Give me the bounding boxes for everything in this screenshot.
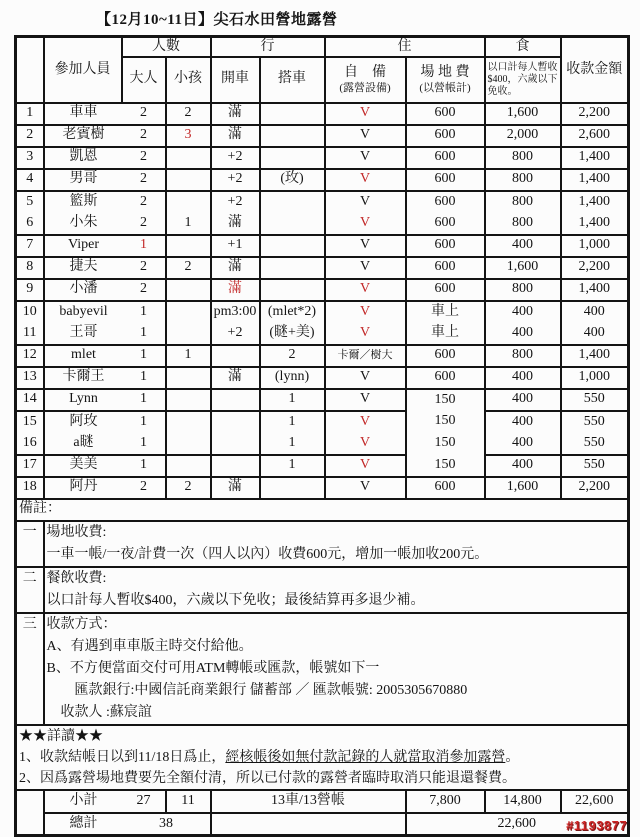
- participant-row: [16, 389, 629, 411]
- site-fee-cell: 150: [406, 411, 485, 433]
- readme-line1-suffix: 。: [505, 749, 520, 765]
- participant-name: 車車: [69, 105, 98, 121]
- row-number: 12: [16, 345, 44, 367]
- subtotal-label: 小計: [69, 792, 98, 808]
- notes-title: 備註：: [16, 499, 629, 521]
- ride-cell: [260, 147, 325, 169]
- drive-cell: +1: [211, 235, 260, 257]
- amount-cell: 1,400: [561, 191, 629, 213]
- amount-cell: 1,400: [561, 345, 629, 367]
- self-equip-cell: V: [325, 411, 406, 433]
- participant-cell: [44, 125, 166, 147]
- note-line: 以口計每人暫收$400，六歲以下免收；最後結算再多退少補。: [46, 592, 425, 608]
- participant-name: 男哥: [69, 171, 98, 187]
- site-fee-cell: 150: [406, 433, 485, 455]
- readme-row: [16, 725, 629, 790]
- participant-cell: [44, 345, 166, 367]
- self-equip-cell: V: [325, 455, 406, 477]
- amount-cell: 400: [561, 323, 629, 345]
- adult-count: 2: [140, 171, 147, 187]
- amount-cell: 1,000: [561, 367, 629, 389]
- amount-cell: 1,400: [561, 213, 629, 235]
- child-count: [166, 191, 211, 213]
- food-fee-cell: 400: [485, 455, 561, 477]
- self-equip-cell: V: [325, 301, 406, 323]
- food-group-header: 食: [485, 37, 561, 57]
- participant-row: [16, 235, 629, 257]
- child-count: 2: [166, 257, 211, 279]
- participant-name: 卡爾王: [62, 369, 105, 385]
- participant-row: [16, 477, 629, 499]
- note-body: [44, 613, 629, 725]
- food-fee-cell: 800: [485, 169, 561, 191]
- child-count: [166, 455, 211, 477]
- ride-cell: (mlet*2): [260, 301, 325, 323]
- amount-cell: 2,600: [561, 125, 629, 147]
- self-equip-cell: V: [325, 191, 406, 213]
- participant-cell: [44, 169, 166, 191]
- row-number: 10: [16, 301, 44, 323]
- adult-count: 2: [140, 149, 147, 165]
- child-count: 2: [166, 103, 211, 125]
- note-row-1: [16, 521, 629, 567]
- subtotal-transport: 13車/13營帳: [211, 790, 406, 813]
- adult-count: 2: [140, 479, 147, 495]
- child-count: [166, 389, 211, 411]
- participant-cell: [44, 103, 166, 125]
- child-count: 1: [166, 345, 211, 367]
- page-title: 【12月10~11日】尖石水田營地露營: [96, 12, 338, 28]
- child-count: [166, 433, 211, 455]
- drive-cell: 滿: [211, 125, 260, 147]
- food-fee-cell: 400: [485, 389, 561, 411]
- participant-row: [16, 213, 629, 235]
- ride-cell: 1: [260, 411, 325, 433]
- site-fee-cell: 600: [406, 213, 485, 235]
- self-equip-cell: V: [325, 103, 406, 125]
- ride-cell: [260, 191, 325, 213]
- participant-name: 凱恩: [69, 149, 98, 165]
- child-count: [166, 367, 211, 389]
- participant-row: [16, 103, 629, 125]
- note-head: 收款方式：: [46, 616, 117, 632]
- note-row-2: [16, 567, 629, 613]
- site-fee-cell: 600: [406, 345, 485, 367]
- participant-name: mlet: [71, 347, 96, 363]
- participant-cell: [44, 213, 166, 235]
- site-fee-cell: 600: [406, 477, 485, 499]
- participant-cell: [44, 257, 166, 279]
- site-fee-cell: 600: [406, 279, 485, 301]
- participant-name: 王哥: [69, 324, 98, 340]
- food-fee-cell: 800: [485, 191, 561, 213]
- note-line-b: B、不方便當面交付可用ATM轉帳或匯款，帳號如下一: [46, 660, 380, 676]
- child-count: [166, 169, 211, 191]
- food-fee-cell: 1,600: [485, 257, 561, 279]
- note-number: 一: [16, 521, 44, 567]
- amount-cell: 550: [561, 411, 629, 433]
- child-count: 2: [166, 477, 211, 499]
- subtotal-children: 11: [166, 790, 211, 813]
- site-fee-cell: 600: [406, 147, 485, 169]
- adult-count: 1: [140, 413, 147, 429]
- child-count: [166, 279, 211, 301]
- participant-cell: [44, 433, 166, 455]
- ride-cell: 1: [260, 455, 325, 477]
- total-transport-empty: [211, 813, 406, 836]
- site-fee-cell: 車上: [406, 301, 485, 323]
- adult-count: 1: [140, 434, 147, 450]
- site-fee-cell: 600: [406, 235, 485, 257]
- row-number: 9: [16, 279, 44, 301]
- participant-row: [16, 169, 629, 191]
- notes-title-row: [16, 499, 629, 521]
- row-number: 16: [16, 433, 44, 455]
- readme-line1-underlined: 經核帳後如無付款記錄的人就當取消參加露營: [225, 749, 506, 765]
- row-number: 4: [16, 169, 44, 191]
- drive-cell: pm3:00: [211, 301, 260, 323]
- row-number: 15: [16, 411, 44, 433]
- drive-cell: [211, 455, 260, 477]
- note-head: 場地收費:: [46, 524, 107, 540]
- drive-cell: [211, 345, 260, 367]
- subtotal-site-fee: 7,800: [406, 790, 485, 813]
- row-number: 8: [16, 257, 44, 279]
- child-count: 1: [166, 213, 211, 235]
- food-fee-cell: 800: [485, 345, 561, 367]
- drive-cell: 滿: [211, 367, 260, 389]
- amount-cell: 400: [561, 301, 629, 323]
- self-equip-cell: V: [325, 147, 406, 169]
- food-fee-cell: 2,000: [485, 125, 561, 147]
- readme-cell: [16, 725, 629, 790]
- child-count: [166, 323, 211, 345]
- food-fee-cell: 400: [485, 301, 561, 323]
- amount-cell: 2,200: [561, 257, 629, 279]
- ride-cell: 2: [260, 345, 325, 367]
- amount-cell: 1,400: [561, 279, 629, 301]
- participant-name: 老賓樹: [62, 127, 105, 143]
- adult-count: 1: [140, 303, 147, 319]
- participant-row: [16, 191, 629, 213]
- participants-tbody: [16, 103, 629, 499]
- drive-cell: 滿: [211, 213, 260, 235]
- participant-cell: [44, 235, 166, 257]
- note-line-a: A、有遇到車車版主時交付給他。: [46, 638, 253, 654]
- amount-header: 收款金額: [561, 37, 629, 103]
- participant-name: 阿玫: [69, 413, 98, 429]
- row-number: 17: [16, 455, 44, 477]
- self-equip-note: (露營設備): [339, 81, 391, 94]
- total-people: 38: [159, 815, 173, 831]
- adult-count: 2: [140, 281, 147, 297]
- adult-count: 2: [140, 105, 147, 121]
- child-count: [166, 147, 211, 169]
- note-line: 一車一帳/一夜/計費一次（四人以內）收費600元，增加一帳加收200元。: [46, 546, 489, 562]
- drive-cell: 滿: [211, 257, 260, 279]
- people-group-header: 人數: [122, 37, 211, 57]
- participant-cell: [44, 477, 166, 499]
- site-fee-cell: 600: [406, 367, 485, 389]
- food-fee-cell: 400: [485, 235, 561, 257]
- self-equip-label: 自 備: [344, 65, 386, 81]
- self-equip-cell: V: [325, 323, 406, 345]
- row-number: 18: [16, 477, 44, 499]
- participant-name: 小潘: [69, 281, 98, 297]
- readme-line-2: 2、因爲露營場地費要先全額付清，所以已付款的露營者臨時取消只能退還餐費。: [19, 770, 516, 786]
- adult-count: 1: [140, 391, 147, 407]
- watermark: #1193877: [566, 818, 628, 833]
- participant-row: [16, 279, 629, 301]
- ride-cell: (瞇+美): [260, 323, 325, 345]
- drive-cell: [211, 433, 260, 455]
- self-equip-cell: V: [325, 125, 406, 147]
- adult-count: 2: [140, 127, 147, 143]
- participant-cell: [44, 301, 166, 323]
- participant-row: [16, 147, 629, 169]
- self-equip-cell: V: [325, 169, 406, 191]
- child-count: 3: [166, 125, 211, 147]
- row-number-header: [16, 37, 44, 103]
- participant-name: 阿丹: [69, 479, 98, 495]
- row-number: 3: [16, 147, 44, 169]
- adult-count: 1: [140, 347, 147, 363]
- row-number: 5: [16, 191, 44, 213]
- adult-count: 2: [140, 193, 147, 209]
- participant-cell: [44, 455, 166, 477]
- note-row-3: [16, 613, 629, 725]
- subtotal-amount: 22,600: [561, 790, 629, 813]
- adult-count: 1: [140, 369, 147, 385]
- adult-count: 2: [140, 259, 147, 275]
- site-fee-cell: 600: [406, 125, 485, 147]
- participant-cell: [44, 279, 166, 301]
- ride-header: 搭車: [260, 57, 325, 103]
- note-head: 餐飲收費:: [46, 570, 107, 586]
- drive-cell: [211, 389, 260, 411]
- note-number: 三: [16, 613, 44, 725]
- participant-cell: [44, 367, 166, 389]
- adult-header: 大人: [122, 57, 166, 103]
- adult-count: 1: [140, 324, 147, 340]
- participant-cell: [44, 147, 166, 169]
- note-body: [44, 521, 629, 567]
- self-equip-cell: V: [325, 477, 406, 499]
- participant-name: 小朱: [69, 214, 98, 230]
- drive-cell: +2: [211, 323, 260, 345]
- drive-header: 開車: [211, 57, 260, 103]
- participant-cell: [44, 411, 166, 433]
- food-fee-cell: 800: [485, 147, 561, 169]
- site-fee-label: 場 地 費: [420, 65, 470, 81]
- transport-group-header: 行: [211, 37, 325, 57]
- participant-row: [16, 345, 629, 367]
- participant-name: Lynn: [69, 391, 98, 407]
- food-fee-cell: 400: [485, 433, 561, 455]
- amount-cell: 1,400: [561, 169, 629, 191]
- readme-line1-prefix: 1、收款結帳日以到11/18日爲止，: [19, 749, 226, 765]
- adult-count: 1: [140, 237, 147, 253]
- camp-signup-table: [14, 35, 630, 837]
- amount-cell: 2,200: [561, 477, 629, 499]
- participant-name: 美美: [69, 457, 98, 473]
- child-header: 小孩: [166, 57, 211, 103]
- participant-row: [16, 323, 629, 345]
- site-fee-cell: 600: [406, 103, 485, 125]
- child-count: [166, 411, 211, 433]
- amount-cell: 550: [561, 433, 629, 455]
- food-note-header: 以口計每人暫收$400，六歲以下免收。: [485, 57, 561, 103]
- note-number: 二: [16, 567, 44, 613]
- site-fee-header: [406, 57, 485, 103]
- food-fee-cell: 400: [485, 323, 561, 345]
- ride-cell: [260, 477, 325, 499]
- self-equip-cell: V: [325, 433, 406, 455]
- participant-row: [16, 125, 629, 147]
- participant-row: [16, 433, 629, 455]
- ride-cell: [260, 257, 325, 279]
- food-fee-cell: 1,600: [485, 477, 561, 499]
- subtotal-label-cell: [44, 790, 166, 813]
- child-count: [166, 235, 211, 257]
- row-number: 1: [16, 103, 44, 125]
- participant-name: Viper: [67, 237, 100, 253]
- subtotal-adults: 27: [136, 792, 151, 808]
- participant-row: [16, 411, 629, 433]
- total-label-cell: [44, 813, 211, 836]
- amount-cell: 1,400: [561, 147, 629, 169]
- participant-name: 籃斯: [69, 193, 98, 209]
- self-equip-header: [325, 57, 406, 103]
- stay-group-header: 住: [325, 37, 485, 57]
- ride-cell: [260, 125, 325, 147]
- ride-cell: (玫): [260, 169, 325, 191]
- food-fee-cell: 400: [485, 367, 561, 389]
- self-equip-cell: 卡爾／樹大: [325, 345, 406, 367]
- adult-count: 2: [140, 214, 147, 230]
- site-fee-cell: 600: [406, 191, 485, 213]
- readme-title: ★★詳讀★★: [19, 728, 103, 744]
- participant-name: a瞇: [73, 434, 94, 450]
- participant-row: [16, 367, 629, 389]
- site-fee-cell: 600: [406, 257, 485, 279]
- adult-count: 1: [140, 457, 147, 473]
- row-number: 13: [16, 367, 44, 389]
- food-fee-cell: 1,600: [485, 103, 561, 125]
- self-equip-cell: V: [325, 213, 406, 235]
- row-number: 6: [16, 213, 44, 235]
- self-equip-cell: V: [325, 257, 406, 279]
- amount-cell: 1,000: [561, 235, 629, 257]
- header-row-groups: [16, 37, 629, 57]
- drive-cell: 滿: [211, 103, 260, 125]
- total-amount: 22,600: [406, 813, 629, 836]
- note-line-c: 匯款銀行:中國信託商業銀行 儲蓄部 ／ 匯款帳號: 2005305670880: [46, 682, 468, 698]
- site-fee-cell: 600: [406, 169, 485, 191]
- note-body: [44, 567, 629, 613]
- site-fee-cell: 150: [406, 455, 485, 477]
- self-equip-cell: V: [325, 235, 406, 257]
- participant-row: [16, 455, 629, 477]
- drive-cell: +2: [211, 191, 260, 213]
- self-equip-cell: V: [325, 389, 406, 411]
- subtotal-food-fee: 14,800: [485, 790, 561, 813]
- ride-cell: [260, 213, 325, 235]
- amount-cell: 550: [561, 389, 629, 411]
- ride-cell: 1: [260, 433, 325, 455]
- site-fee-note: (以營帳計): [419, 81, 471, 94]
- ride-cell: [260, 279, 325, 301]
- drive-cell: 滿: [211, 279, 260, 301]
- drive-cell: +2: [211, 169, 260, 191]
- ride-cell: [260, 103, 325, 125]
- self-equip-cell: V: [325, 367, 406, 389]
- ride-cell: 1: [260, 389, 325, 411]
- participant-cell: [44, 389, 166, 411]
- note-line-d: 收款人 :蘇宸誼: [46, 704, 152, 720]
- row-number: 14: [16, 389, 44, 411]
- ride-cell: (lynn): [260, 367, 325, 389]
- participant-name: 捷夫: [69, 259, 98, 275]
- participant-row: [16, 257, 629, 279]
- participant-name: babyevil: [59, 303, 108, 319]
- row-number: 7: [16, 235, 44, 257]
- participant-row: [16, 301, 629, 323]
- participants-header: 參加人員: [44, 37, 122, 103]
- self-equip-cell: V: [325, 279, 406, 301]
- food-fee-cell: 800: [485, 279, 561, 301]
- drive-cell: +2: [211, 147, 260, 169]
- row-number: 2: [16, 125, 44, 147]
- readme-line-1: [19, 747, 625, 768]
- participant-cell: [44, 323, 166, 345]
- food-fee-cell: 400: [485, 411, 561, 433]
- participant-cell: [44, 191, 166, 213]
- total-row: [16, 813, 629, 836]
- food-fee-cell: 800: [485, 213, 561, 235]
- site-fee-cell: 車上: [406, 323, 485, 345]
- total-label: 總計: [69, 815, 98, 831]
- site-fee-cell: 150: [406, 389, 485, 411]
- amount-cell: 550: [561, 455, 629, 477]
- child-count: [166, 301, 211, 323]
- subtotal-row: [16, 790, 629, 813]
- drive-cell: 滿: [211, 477, 260, 499]
- row-number: 11: [16, 323, 44, 345]
- drive-cell: [211, 411, 260, 433]
- ride-cell: [260, 235, 325, 257]
- amount-cell: 2,200: [561, 103, 629, 125]
